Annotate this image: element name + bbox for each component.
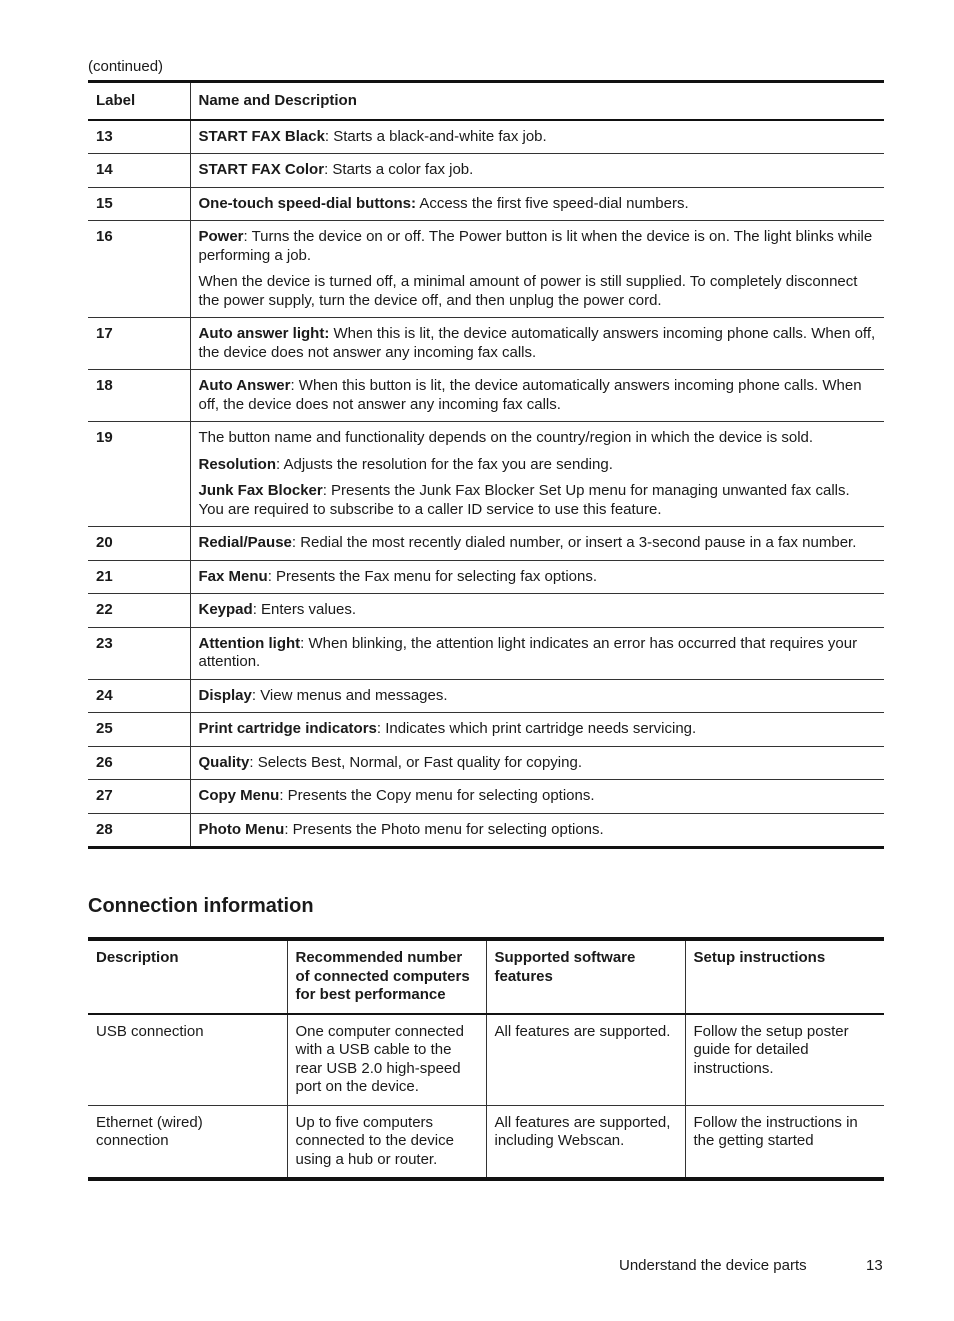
- column-header-setup-instructions: Setup instructions: [693, 949, 826, 966]
- part-label: 23: [88, 627, 190, 679]
- part-label: 18: [88, 370, 190, 422]
- part-name: Print cartridge indicators: [198, 720, 377, 737]
- part-label: 26: [88, 746, 190, 780]
- part-description: [190, 221, 884, 318]
- column-header-software-features: Supported software features: [486, 939, 685, 1014]
- part-label: 14: [88, 154, 190, 188]
- part-label: 19: [88, 422, 190, 527]
- connection-recommended-computers: Up to five computers connected to the device using a hub or router.: [287, 1105, 486, 1179]
- table-row: [88, 120, 884, 154]
- part-description-text: When this is lit, the device automatically answers incoming phone calls. When off, the device does not answer any incoming fax calls.: [198, 325, 876, 361]
- part-label: 28: [88, 813, 190, 848]
- connection-recommended-computers: One computer connected with a USB cable to the rear USB 2.0 high-speed port on the device.: [287, 1014, 486, 1106]
- table-row: [88, 594, 884, 628]
- part-description-text: : Indicates which print cartridge needs servicing.: [376, 720, 697, 737]
- footer-section-title: Understand the device parts: [619, 1257, 807, 1274]
- part-description-text: : Selects Best, Normal, or Fast quality for copying.: [249, 753, 582, 771]
- part-name: Keypad: [198, 601, 253, 618]
- description-paragraph: [199, 568, 877, 587]
- part-description: [190, 318, 884, 370]
- part-name: Display: [198, 686, 252, 704]
- column-header-recommended-computers: Recommended number of connected computers for best performance: [287, 939, 486, 1014]
- part-name: Resolution: [198, 455, 276, 473]
- part-description-text: The button name and functionality depends on the country/region in which the device is sold.: [198, 429, 814, 446]
- parts-table-body: [88, 120, 884, 848]
- column-header-label: Label: [88, 82, 190, 120]
- part-description: [190, 679, 884, 713]
- column-header-name-description: Name and Description: [198, 92, 357, 109]
- table-row: [88, 560, 884, 594]
- part-name: One-touch speed-dial buttons:: [198, 194, 416, 212]
- description-paragraph: [199, 228, 877, 265]
- description-paragraph: [199, 195, 877, 214]
- connection-setup-instructions: Follow the instructions in the getting started: [693, 1113, 858, 1149]
- table-row: [88, 318, 884, 370]
- connection-setup-instructions: Follow the setup poster guide for detailed instructions.: [693, 1022, 849, 1077]
- part-description: [190, 594, 884, 628]
- table-row: [88, 1014, 884, 1106]
- part-label: 20: [88, 527, 190, 561]
- part-label: 17: [88, 318, 190, 370]
- device-parts-table: [88, 80, 884, 849]
- part-name: Auto answer light:: [198, 325, 330, 342]
- part-name: Auto Answer: [198, 377, 291, 394]
- connection-software-features: All features are supported, including Webscan.: [486, 1105, 685, 1179]
- connection-description: Ethernet (wired) connection: [88, 1105, 287, 1179]
- table-row: [88, 154, 884, 188]
- part-name: Power: [198, 228, 244, 245]
- part-description-text: : Turns the device on or off. The Power button is lit when the device is on. The light blinks while performing a job.: [198, 228, 873, 264]
- part-description: [190, 120, 884, 154]
- part-description-text: Access the first five speed-dial numbers.: [416, 194, 689, 212]
- table-row: [88, 627, 884, 679]
- description-paragraph: [199, 325, 877, 362]
- part-description: [190, 527, 884, 561]
- part-description-text: : Enters values.: [252, 601, 357, 618]
- part-description-text: : Redial the most recently dialed number, or insert a 3-second pause in a fax number.: [291, 534, 857, 551]
- part-description: [190, 560, 884, 594]
- connection-information-table: [88, 937, 884, 1181]
- part-description: [190, 187, 884, 221]
- table-row: [88, 187, 884, 221]
- part-description: [190, 627, 884, 679]
- part-description-text: : Starts a color fax job.: [324, 161, 474, 178]
- part-label: 22: [88, 594, 190, 628]
- description-paragraph: [199, 720, 877, 739]
- table-row: [88, 713, 884, 747]
- part-name: START FAX Color: [198, 161, 325, 178]
- part-name: Junk Fax Blocker: [198, 482, 323, 499]
- table-row: [88, 813, 884, 848]
- part-description: [190, 713, 884, 747]
- part-description-text: : Adjusts the resolution for the fax you are sending.: [276, 455, 613, 473]
- table-row: [88, 221, 884, 318]
- part-description-text: When the device is turned off, a minimal amount of power is still supplied. To completely disconnect the power supply, turn the device off, and then unplug the power cord.: [198, 273, 858, 309]
- table-row: [88, 422, 884, 527]
- part-description-text: : When blinking, the attention light indicates an error has occurred that requires your attention.: [198, 634, 858, 670]
- part-label: 13: [88, 120, 190, 154]
- description-paragraph: [199, 377, 877, 414]
- connection-information-heading: Connection information: [88, 895, 314, 917]
- part-description-text: : When this button is lit, the device automatically answers incoming phone calls. When off, the device does not answer any incoming fax calls.: [198, 377, 862, 413]
- table-row: [88, 1105, 884, 1179]
- part-description: [190, 813, 884, 848]
- page-number: 13: [866, 1257, 883, 1274]
- description-paragraph: [199, 754, 877, 773]
- part-label: 24: [88, 679, 190, 713]
- part-name: Redial/Pause: [198, 534, 292, 551]
- part-name: Quality: [198, 753, 250, 771]
- table-row: [88, 679, 884, 713]
- part-label: 16: [88, 221, 190, 318]
- table-row: [88, 780, 884, 814]
- parts-table-header-row: [88, 82, 884, 120]
- part-label: 25: [88, 713, 190, 747]
- table-row: [88, 527, 884, 561]
- description-paragraph: [199, 273, 877, 310]
- continued-note: (continued): [88, 58, 164, 75]
- part-label: 15: [88, 187, 190, 221]
- part-name: Photo Menu: [198, 820, 285, 838]
- part-description-text: : Presents the Photo menu for selecting options.: [284, 820, 604, 838]
- description-paragraph: [199, 821, 877, 840]
- part-description: [190, 746, 884, 780]
- table-row: [88, 370, 884, 422]
- part-name: Copy Menu: [198, 787, 280, 804]
- description-paragraph: [199, 635, 877, 672]
- description-paragraph: [199, 482, 877, 519]
- connection-table-header-row: [88, 939, 884, 1014]
- part-description: [190, 780, 884, 814]
- column-header-description: Description: [88, 939, 287, 1014]
- description-paragraph: [199, 534, 877, 553]
- description-paragraph: [199, 456, 877, 475]
- description-paragraph: [199, 161, 877, 180]
- part-description-text: : Presents the Fax menu for selecting fax options.: [267, 567, 598, 585]
- description-paragraph: [199, 601, 877, 620]
- description-paragraph: [199, 787, 877, 806]
- part-description: [190, 422, 884, 527]
- part-label: 21: [88, 560, 190, 594]
- part-label: 27: [88, 780, 190, 814]
- part-description-text: : View menus and messages.: [251, 686, 448, 704]
- part-name: START FAX Black: [198, 127, 325, 145]
- part-name: Attention light: [198, 634, 301, 652]
- description-paragraph: [199, 429, 877, 448]
- part-name: Fax Menu: [198, 567, 268, 585]
- part-description: [190, 370, 884, 422]
- part-description: [190, 154, 884, 188]
- connection-description: USB connection: [88, 1014, 287, 1106]
- connection-software-features: All features are supported.: [486, 1014, 685, 1106]
- part-description-text: : Presents the Junk Fax Blocker Set Up menu for managing unwanted fax calls. You are required to subscribe to a caller ID service to use this feature.: [198, 482, 850, 518]
- part-description-text: : Starts a black-and-white fax job.: [324, 127, 547, 145]
- table-row: [88, 746, 884, 780]
- description-paragraph: [199, 128, 877, 147]
- description-paragraph: [199, 687, 877, 706]
- part-description-text: : Presents the Copy menu for selecting options.: [279, 787, 595, 804]
